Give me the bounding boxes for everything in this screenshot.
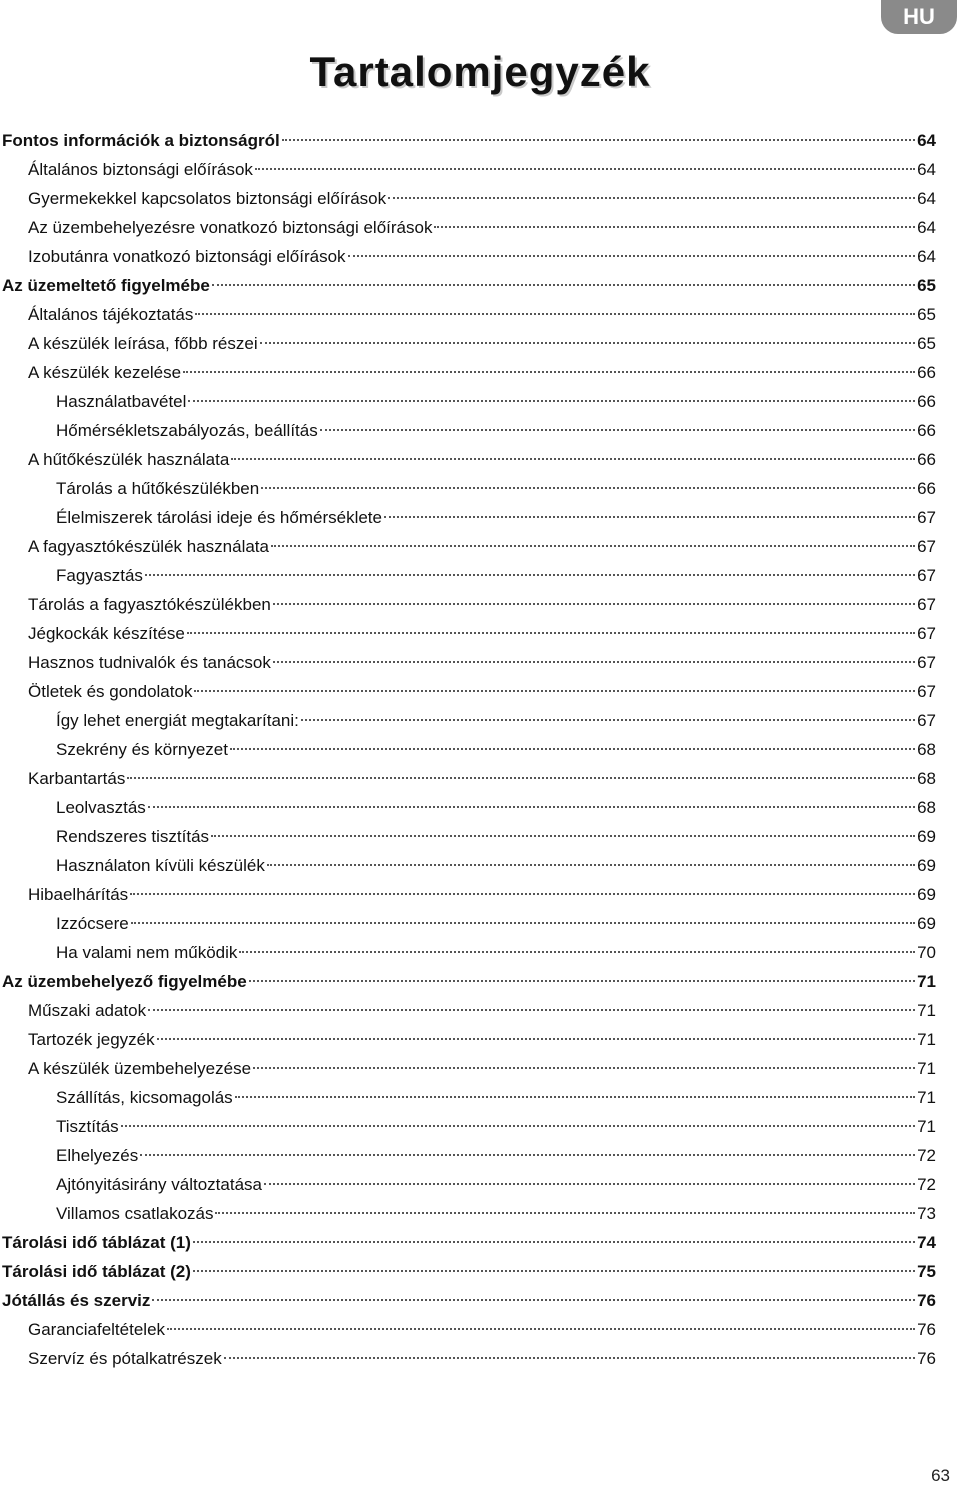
toc-entry-page: 71	[917, 1117, 936, 1136]
toc-entry-page: 69	[917, 885, 936, 904]
toc-entry-page: 65	[917, 334, 936, 353]
page-number: 63	[931, 1466, 950, 1485]
toc-dot-leader	[187, 632, 915, 634]
toc-entry-label: Izobutánra vonatkozó biztonsági előírások	[28, 247, 346, 266]
toc-entry[interactable]	[0, 764, 936, 793]
toc-entry[interactable]	[0, 1344, 936, 1373]
toc-entry-label: Az üzemeltető figyelmébe	[2, 276, 210, 295]
toc-dot-leader	[348, 255, 916, 257]
toc-entry[interactable]	[0, 474, 936, 503]
toc-entry[interactable]	[0, 938, 936, 967]
toc-dot-leader	[224, 1357, 915, 1359]
toc-entry[interactable]	[0, 155, 936, 184]
toc-entry[interactable]	[0, 1286, 936, 1315]
toc-entry-page: 71	[917, 1001, 936, 1020]
toc-entry-label: Fagyasztás	[56, 566, 143, 585]
language-badge: HU	[881, 0, 957, 34]
toc-entry[interactable]	[0, 967, 936, 996]
toc-dot-leader	[264, 1183, 915, 1185]
toc-entry-page: 64	[917, 160, 936, 179]
toc-entry-page: 69	[917, 914, 936, 933]
toc-entry[interactable]	[0, 300, 936, 329]
toc-entry-page: 67	[917, 711, 936, 730]
toc-dot-leader	[273, 603, 915, 605]
toc-entry-label: Tisztítás	[56, 1117, 119, 1136]
toc-dot-leader	[388, 197, 915, 199]
toc-entry[interactable]	[0, 880, 936, 909]
toc-entry-page: 65	[917, 276, 936, 295]
toc-entry[interactable]	[0, 909, 936, 938]
toc-dot-leader	[301, 719, 915, 721]
toc-entry-page: 72	[917, 1146, 936, 1165]
toc-entry-label: A készülék üzembehelyezése	[28, 1059, 252, 1078]
toc-entry-label: Garanciafeltételek	[28, 1320, 166, 1339]
table-of-contents	[0, 126, 936, 1373]
toc-dot-leader	[152, 1299, 915, 1301]
toc-entry[interactable]	[0, 329, 936, 358]
toc-dot-leader	[212, 284, 915, 286]
toc-entry-page: 67	[917, 624, 936, 643]
toc-entry-page: 66	[917, 392, 936, 411]
toc-entry-page: 67	[917, 682, 936, 701]
toc-entry-label: Tárolási idő táblázat (1)	[2, 1233, 191, 1252]
toc-dot-leader	[140, 1154, 915, 1156]
toc-dot-leader	[215, 1212, 915, 1214]
toc-dot-leader	[267, 864, 915, 866]
toc-dot-leader	[261, 487, 915, 489]
toc-dot-leader	[148, 806, 915, 808]
toc-entry-label: Ötletek és gondolatok	[28, 682, 193, 701]
toc-entry-label: Szekrény és környezet	[56, 740, 228, 759]
toc-entry-label: A készülék kezelése	[28, 363, 182, 382]
toc-dot-leader	[131, 922, 915, 924]
toc-entry-label: Szervíz és pótalkatrészek	[28, 1349, 222, 1368]
toc-dot-leader	[239, 951, 915, 953]
toc-entry[interactable]	[0, 561, 936, 590]
toc-entry-label: Általános biztonsági előírások	[28, 160, 253, 179]
toc-entry[interactable]	[0, 1025, 936, 1054]
toc-entry[interactable]	[0, 184, 936, 213]
toc-entry-page: 68	[917, 740, 936, 759]
toc-entry[interactable]	[0, 1315, 936, 1344]
toc-dot-leader	[384, 516, 915, 518]
toc-entry-label: Izzócsere	[56, 914, 129, 933]
toc-dot-leader	[235, 1096, 915, 1098]
toc-dot-leader	[230, 748, 915, 750]
toc-dot-leader	[434, 226, 915, 228]
toc-entry[interactable]	[0, 213, 936, 242]
toc-entry-label: Villamos csatlakozás	[56, 1204, 214, 1223]
toc-entry-page: 76	[917, 1291, 936, 1310]
toc-entry-page: 75	[917, 1262, 936, 1281]
toc-entry-page: 64	[917, 247, 936, 266]
toc-entry-label: A fagyasztókészülék használata	[28, 537, 269, 556]
toc-entry-label: Tartozék jegyzék	[28, 1030, 155, 1049]
toc-entry-label: Ajtónyitásirány változtatása	[56, 1175, 262, 1194]
toc-dot-leader	[167, 1328, 915, 1330]
toc-dot-leader	[195, 313, 915, 315]
toc-dot-leader	[253, 1067, 915, 1069]
toc-entry[interactable]	[0, 793, 936, 822]
toc-entry-page: 67	[917, 508, 936, 527]
toc-dot-leader	[211, 835, 915, 837]
toc-entry-page: 67	[917, 595, 936, 614]
toc-dot-leader	[194, 690, 915, 692]
toc-entry-page: 71	[917, 1030, 936, 1049]
toc-entry-page: 71	[917, 972, 936, 991]
toc-entry-label: Használatbavétel	[56, 392, 187, 411]
toc-entry[interactable]	[0, 503, 936, 532]
toc-entry[interactable]	[0, 648, 936, 677]
toc-entry-page: 65	[917, 305, 936, 324]
toc-dot-leader	[188, 400, 915, 402]
toc-entry-page: 64	[917, 131, 936, 150]
toc-entry-page: 72	[917, 1175, 936, 1194]
toc-entry[interactable]	[0, 735, 936, 764]
toc-dot-leader	[282, 139, 915, 141]
toc-dot-leader	[193, 1270, 915, 1272]
toc-entry-page: 64	[917, 189, 936, 208]
toc-dot-leader	[231, 458, 915, 460]
toc-entry-label: Így lehet energiát megtakarítani:	[56, 711, 299, 730]
toc-entry-page: 64	[917, 218, 936, 237]
toc-entry-page: 66	[917, 479, 936, 498]
toc-entry-label: A hűtőkészülék használata	[28, 450, 230, 469]
toc-entry-page: 69	[917, 856, 936, 875]
toc-entry-label: Használaton kívüli készülék	[56, 856, 265, 875]
toc-entry-label: Gyermekekkel kapcsolatos biztonsági előírások	[28, 189, 387, 208]
toc-entry-page: 69	[917, 827, 936, 846]
toc-dot-leader	[121, 1125, 915, 1127]
toc-entry-label: Tárolási idő táblázat (2)	[2, 1262, 191, 1281]
toc-entry-page: 66	[917, 450, 936, 469]
toc-entry-label: Fontos információk a biztonságról	[2, 131, 280, 150]
toc-entry-label: Leolvasztás	[56, 798, 146, 817]
toc-entry[interactable]	[0, 358, 936, 387]
toc-entry[interactable]	[0, 1112, 936, 1141]
toc-entry[interactable]	[0, 851, 936, 880]
toc-entry-label: Élelmiszerek tárolási ideje és hőmérséklete	[56, 508, 382, 527]
toc-entry[interactable]	[0, 387, 936, 416]
toc-entry-label: Rendszeres tisztítás	[56, 827, 210, 846]
toc-entry-label: Hasznos tudnivalók és tanácsok	[28, 653, 271, 672]
toc-entry[interactable]	[0, 677, 936, 706]
toc-entry[interactable]	[0, 1170, 936, 1199]
toc-entry[interactable]	[0, 1228, 936, 1257]
toc-entry[interactable]	[0, 822, 936, 851]
toc-entry-page: 71	[917, 1059, 936, 1078]
toc-entry[interactable]	[0, 532, 936, 561]
toc-entry-label: Tárolás a hűtőkészülékben	[56, 479, 260, 498]
toc-entry-page: 76	[917, 1320, 936, 1339]
toc-entry-page: 68	[917, 798, 936, 817]
toc-dot-leader	[255, 168, 915, 170]
toc-entry[interactable]	[0, 242, 936, 271]
toc-entry[interactable]	[0, 126, 936, 155]
toc-entry-page: 66	[917, 421, 936, 440]
toc-dot-leader	[271, 545, 915, 547]
toc-entry[interactable]	[0, 706, 936, 735]
toc-entry-label: Hibaelhárítás	[28, 885, 129, 904]
toc-entry-page: 73	[917, 1204, 936, 1223]
toc-entry[interactable]	[0, 1141, 936, 1170]
toc-dot-leader	[183, 371, 915, 373]
toc-dot-leader	[260, 342, 915, 344]
toc-entry[interactable]	[0, 445, 936, 474]
toc-entry-label: Műszaki adatok	[28, 1001, 147, 1020]
toc-entry-page: 68	[917, 769, 936, 788]
toc-entry[interactable]	[0, 996, 936, 1025]
toc-entry-page: 67	[917, 566, 936, 585]
toc-entry[interactable]	[0, 1257, 936, 1286]
toc-dot-leader	[320, 429, 915, 431]
toc-entry-label: Ha valami nem működik	[56, 943, 238, 962]
toc-dot-leader	[127, 777, 915, 779]
toc-entry[interactable]	[0, 590, 936, 619]
page-title: Tartalomjegyzék	[309, 48, 651, 95]
toc-dot-leader	[157, 1038, 915, 1040]
toc-dot-leader	[193, 1241, 915, 1243]
toc-dot-leader	[273, 661, 915, 663]
toc-entry-page: 67	[917, 653, 936, 672]
toc-entry[interactable]	[0, 1083, 936, 1112]
toc-entry-page: 66	[917, 363, 936, 382]
toc-entry-page: 71	[917, 1088, 936, 1107]
toc-entry-label: Az üzembehelyezésre vonatkozó biztonsági előírások	[28, 218, 433, 237]
toc-entry-label: Tárolás a fagyasztókészülékben	[28, 595, 271, 614]
toc-entry-label: Hőmérsékletszabályozás, beállítás	[56, 421, 318, 440]
toc-entry-page: 76	[917, 1349, 936, 1368]
toc-entry-page: 67	[917, 537, 936, 556]
toc-entry[interactable]	[0, 619, 936, 648]
toc-dot-leader	[148, 1009, 915, 1011]
toc-entry-label: Elhelyezés	[56, 1146, 139, 1165]
toc-dot-leader	[249, 980, 915, 982]
toc-entry-label: Jótállás és szerviz	[2, 1291, 151, 1310]
toc-entry-page: 70	[917, 943, 936, 962]
toc-entry[interactable]	[0, 271, 936, 300]
toc-entry[interactable]	[0, 1054, 936, 1083]
toc-entry[interactable]	[0, 1199, 936, 1228]
toc-entry-label: Szállítás, kicsomagolás	[56, 1088, 233, 1107]
toc-dot-leader	[145, 574, 915, 576]
toc-dot-leader	[130, 893, 915, 895]
toc-entry-label: Jégkockák készítése	[28, 624, 185, 643]
toc-entry[interactable]	[0, 416, 936, 445]
toc-entry-label: Az üzembehelyező figyelmébe	[2, 972, 247, 991]
toc-entry-label: A készülék leírása, főbb részei	[28, 334, 258, 353]
toc-entry-page: 74	[917, 1233, 936, 1252]
toc-entry-label: Karbantartás	[28, 769, 126, 788]
toc-entry-label: Általános tájékoztatás	[28, 305, 194, 324]
